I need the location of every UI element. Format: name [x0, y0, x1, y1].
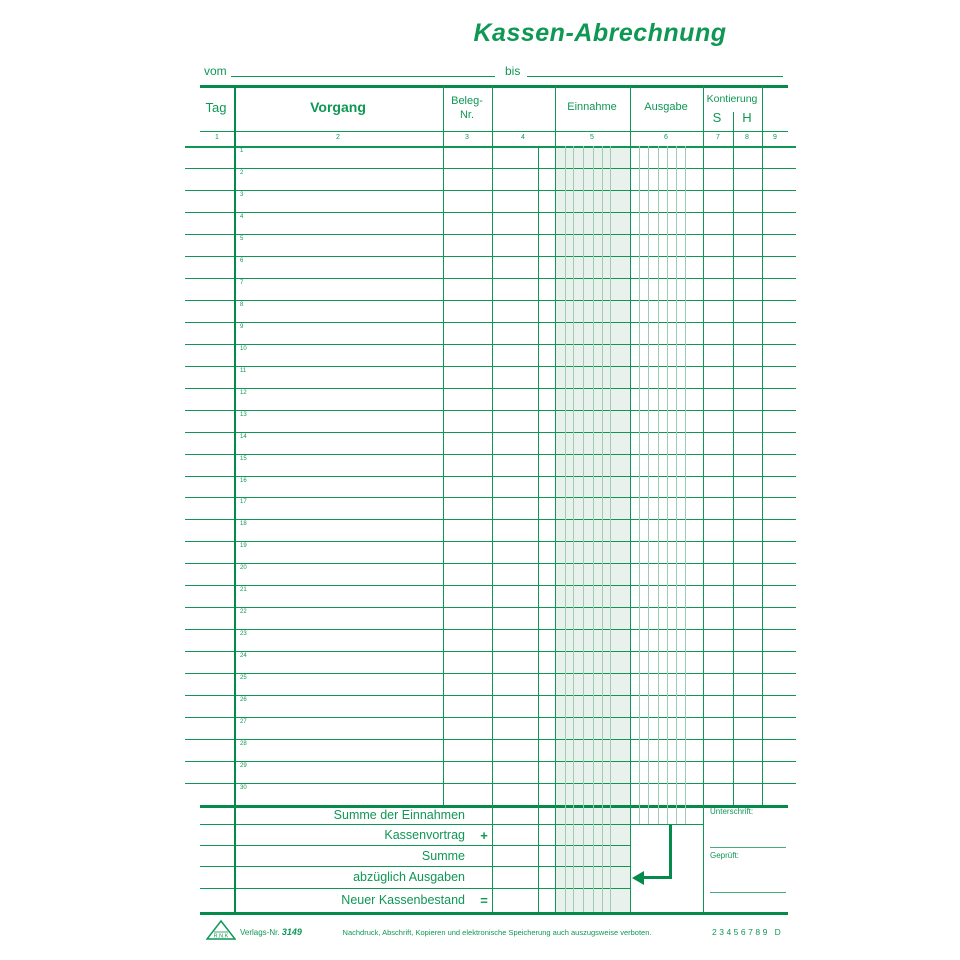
column-header-vorgang: Vorgang: [310, 99, 366, 115]
row-number: 6: [240, 257, 244, 264]
ausgabe-kontierung-divider: [703, 85, 704, 912]
einnahme-cent-line: [573, 146, 574, 912]
signature-label-geprueft: Geprüft:: [710, 851, 739, 860]
rnk-logo: [206, 920, 236, 940]
col4-sub-divider: [538, 146, 539, 912]
row-number: 14: [240, 433, 247, 440]
row-number: 12: [240, 389, 247, 396]
ausgabe-cent-line: [648, 146, 649, 824]
body-row-line: [185, 783, 796, 784]
body-row-line: [185, 673, 796, 674]
carry-arrow-vertical: [669, 824, 672, 879]
body-row-line: [185, 717, 796, 718]
row-number: 2: [240, 169, 244, 176]
ausgabe-cent-line: [667, 146, 668, 824]
signature-line-geprueft: [710, 892, 786, 893]
body-row-line: [185, 476, 796, 477]
body-row-line: [185, 651, 796, 652]
summary-row-operator: =: [480, 893, 488, 908]
row-number: 10: [240, 345, 247, 352]
row-number: 27: [240, 719, 247, 726]
body-row-line: [185, 761, 796, 762]
einnahme-cent-line: [602, 146, 603, 912]
body-row-line: [185, 432, 796, 433]
row-number: 20: [240, 565, 247, 572]
haben-right-divider: [762, 85, 763, 805]
einnahme-cent-line: [610, 146, 611, 912]
column-header-ausgabe: Ausgabe: [644, 101, 688, 113]
einnahme-left-divider: [555, 85, 556, 912]
row-number: 23: [240, 631, 247, 638]
body-row-line: [185, 278, 796, 279]
publisher-number-label: [240, 927, 302, 937]
body-row-line: [185, 234, 796, 235]
summary-row-line: [200, 866, 631, 867]
row-number: 9: [240, 323, 244, 330]
ausgabe-cent-line: [658, 146, 659, 824]
body-row-line: [185, 739, 796, 740]
table-bottom-border: [200, 912, 788, 915]
body-row-line: [185, 497, 796, 498]
body-row-line: [185, 344, 796, 345]
header-number-row-line: [200, 131, 788, 132]
summary-row-line: [200, 888, 631, 889]
body-row-line: [185, 410, 796, 411]
column-number: 4: [521, 134, 525, 141]
body-row-line: [185, 563, 796, 564]
body-row-line: [185, 541, 796, 542]
row-number: 17: [240, 499, 247, 506]
summary-row-label: Summe: [421, 848, 465, 863]
column-header-haben: H: [742, 110, 752, 125]
summary-row-operator: +: [480, 827, 488, 843]
ausgabe-cent-line: [685, 146, 686, 824]
row-number: 21: [240, 587, 247, 594]
signature-label-unterschrift: Unterschrift:: [710, 807, 754, 816]
ausgabe-cent-line: [676, 146, 677, 824]
column-header-einnahme: Einnahme: [567, 101, 617, 113]
column-number: 9: [773, 134, 777, 141]
body-row-line: [185, 629, 796, 630]
row-number: 4: [240, 213, 244, 220]
row-number: 28: [240, 741, 247, 748]
row-number: 16: [240, 477, 247, 484]
body-row-line: [185, 388, 796, 389]
column-number: 3: [465, 134, 469, 141]
body-row-line: [185, 300, 796, 301]
body-row-line: [185, 366, 796, 367]
column-number: 2: [336, 134, 340, 141]
body-row-line: [185, 607, 796, 608]
signature-line-unterschrift: [710, 847, 786, 848]
summary-row-line: [200, 824, 703, 825]
body-row-line: [185, 695, 796, 696]
beleg-right-divider: [492, 85, 493, 912]
row-number: 26: [240, 697, 247, 704]
column-header-beleg-line2: Nr.: [459, 109, 475, 121]
summary-row-line: [200, 845, 631, 846]
row-number: 25: [240, 675, 247, 682]
carry-arrow-horizontal: [643, 876, 672, 879]
body-row-line: [185, 585, 796, 586]
tag-divider: [234, 85, 236, 912]
row-number: 11: [240, 367, 247, 374]
body-row-line: [185, 212, 796, 213]
vorgang-beleg-divider: [443, 85, 444, 805]
row-number: 7: [240, 279, 244, 286]
copyright-notice: Nachdruck, Abschrift, Kopieren und elektronische Speicherung auch auszugsweise verboten.: [342, 928, 652, 937]
column-number: 5: [590, 134, 594, 141]
body-row-line: [185, 190, 796, 191]
form-title: Kassen-Abrechnung: [473, 19, 727, 47]
row-number: 15: [240, 455, 247, 462]
column-header-tag: Tag: [205, 100, 227, 115]
einnahme-cent-line: [565, 146, 566, 912]
body-row-line: [185, 519, 796, 520]
ausgabe-cent-line: [639, 146, 640, 824]
summary-row-label: Kassenvortrag: [384, 827, 465, 842]
row-number: 18: [240, 521, 247, 528]
column-header-soll: S: [712, 110, 722, 125]
date-to-label: bis: [505, 64, 521, 78]
body-row-line: [185, 256, 796, 257]
einnahme-cent-line: [583, 146, 584, 912]
body-row-line: [185, 322, 796, 323]
summary-row-label: Neuer Kassenbestand: [341, 893, 465, 907]
row-number: 8: [240, 301, 244, 308]
row-number: 30: [240, 785, 247, 792]
rnk-logo-text: R.N.K: [213, 933, 229, 940]
row-number: 22: [240, 609, 247, 616]
column-header-kontierung: Kontierung: [706, 93, 758, 105]
date-to-line: [527, 76, 783, 77]
body-row-line: [185, 454, 796, 455]
column-header-beleg-line1: Beleg-: [451, 95, 483, 107]
row-number: 19: [240, 543, 247, 550]
form-code: 23456789 D: [712, 927, 784, 937]
carry-arrow-head-icon: [632, 871, 644, 885]
column-number: 6: [664, 134, 668, 141]
row-number: 24: [240, 653, 247, 660]
row-number: 1: [240, 148, 244, 154]
summary-row-label: abzüglich Ausgaben: [353, 870, 465, 884]
body-top-line: [185, 146, 796, 148]
summary-row-label: Summe der Einnahmen: [333, 807, 465, 822]
column-number: 1: [215, 134, 219, 141]
date-from-line: [231, 76, 495, 77]
column-number: 7: [716, 134, 720, 141]
table-top-border: [200, 85, 788, 88]
publisher-label: Verlags-Nr.: [240, 928, 280, 937]
date-from-label: vom: [204, 64, 227, 78]
row-number: 3: [240, 191, 244, 198]
publisher-number: 3149: [281, 927, 302, 937]
soll-haben-divider: [733, 112, 734, 805]
row-number: 29: [240, 763, 247, 770]
column-number: 8: [745, 134, 749, 141]
row-number: 5: [240, 235, 244, 242]
einnahme-ausgabe-divider: [630, 85, 631, 912]
row-number: 13: [240, 411, 247, 418]
body-row-line: [185, 168, 796, 169]
einnahme-cent-line: [593, 146, 594, 912]
